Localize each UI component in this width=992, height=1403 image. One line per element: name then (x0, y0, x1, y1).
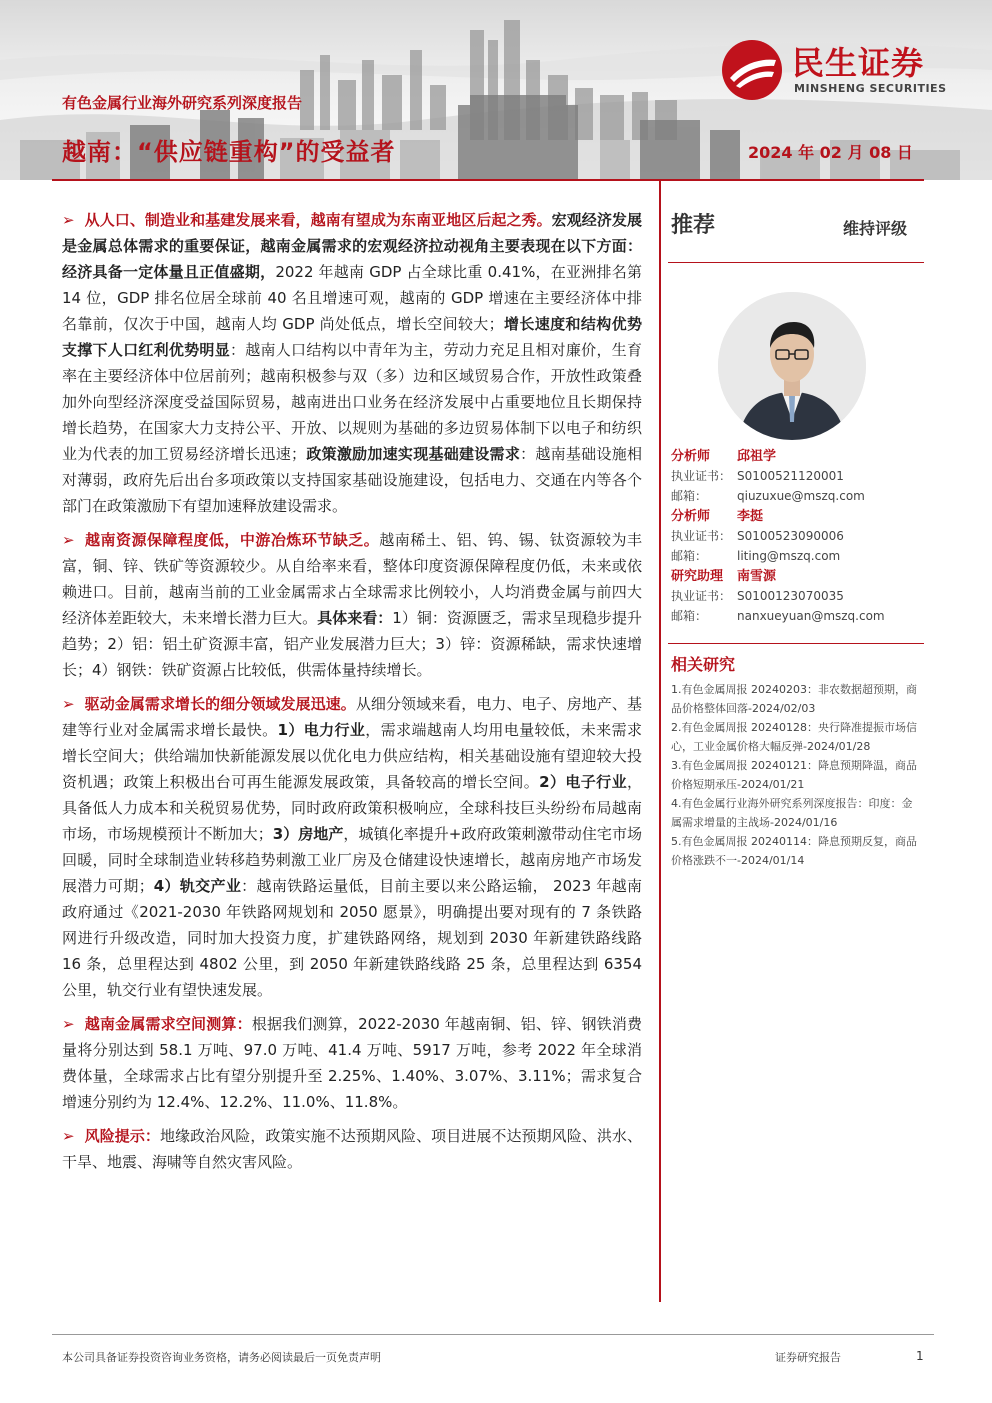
report-title: 越南：“供应链重构”的受益者 (62, 138, 396, 166)
related-research-item[interactable]: 3.有色金属周报 20240121：降息预期降温，商品价格短期承压-2024/01/21 (671, 759, 917, 791)
analyst-list (671, 446, 927, 626)
analyst-role: 分析师 (671, 449, 711, 464)
analyst-role: 分析师 (671, 509, 711, 524)
cert-label: 执业证书： (671, 529, 732, 543)
body-text: ，具备低人力成本和关税贸易优势，同时政府政策积极响应，全球科技巨头纷纷布局越南市场，市场规模预计不断加大； (62, 773, 642, 843)
summary-paragraph (62, 691, 642, 1003)
sidebar-divider (668, 262, 924, 263)
footer-report-type: 证券研究报告 (775, 1351, 841, 1364)
body-text: ：越南人口结构以中青年为主，劳动力充足且相对廉价，生育率在主要经济体中位居前列；越南积极参与双（多）边和区域贸易合作，开放性政策叠加外向型经济深度受益国际贸易，越南进出口业务在经济发展中占重要地位且长期保持增长趋势，在国家大力支持公平、开放、以规则为基础的多边贸易体制下以电子和纺织业为代表的加工贸易经济增长迅速； (62, 341, 642, 463)
summary-paragraph (62, 207, 642, 519)
logo-text-cn: 民生证券 (792, 44, 925, 82)
body-text: 2022 年越南 GDP 占全球比重 0.41%，在亚洲排名第 14 位，GDP 排名位居全球前 40 名且增速可观，越南的 GDP 增速在主要经济体中排名靠前，仅次于中国，越南人均 GDP 尚处低点，增长空间较大； (62, 263, 642, 333)
bold-text: 2）电子行业 (539, 773, 627, 791)
related-research-item[interactable]: 4.有色金属行业海外研究系列深度报告：印度：金属需求增量的主战场-2024/01/16 (671, 797, 913, 829)
page-number: 1 (916, 1349, 924, 1363)
report-summary (62, 207, 642, 1183)
analyst-portrait-icon (718, 292, 866, 440)
related-research-item[interactable]: 2.有色金属周报 20240128：央行降准提振市场信心，工业金属价格大幅反弹-2024/01/28 (671, 721, 917, 753)
analyst-entry (671, 446, 927, 506)
logo-text-en: MINSHENG SECURITIES (794, 82, 947, 95)
sidebar-divider (668, 643, 924, 644)
bullet-arrow-icon: ➢ (62, 211, 75, 229)
footer-disclaimer: 本公司具备证券投资咨询业务资格，请务必阅读最后一页免责声明 (62, 1351, 381, 1364)
body-text: 从细分领域来看，电力、电子、房地产、基建等行业对金属需求增长最快。 (62, 695, 642, 739)
email-label: 邮箱： (671, 489, 708, 503)
minsheng-logo (720, 38, 970, 108)
bold-text: 4）轨交产业 (153, 877, 242, 895)
series-title: 有色金属行业海外研究系列深度报告 (62, 94, 303, 112)
bullet-arrow-icon: ➢ (62, 1127, 75, 1145)
cert-label: 执业证书： (671, 469, 732, 483)
cert-number: S0100123070035 (737, 589, 844, 603)
body-text: 1）铜：资源匮乏，需求呈现稳步提升趋势；2）铝：铝土矿资源丰富，铝产业发展潜力巨大；3）锌：资源稀缺，需求快速增长；4）钢铁：铁矿资源占比较低，供需体量持续增长。 (62, 609, 642, 679)
related-research-title: 相关研究 (671, 655, 736, 674)
analyst-email[interactable]: liting@mszq.com (737, 549, 841, 563)
body-text: ：越南铁路运量低，目前主要以来公路运输， 2023 年越南政府通过《2021-2030 年铁路网规划和 2050 愿景》，明确提出要对现有的 7 条铁路网进行升级改造，同时加大投资力度，扩建铁路网络，规划到 2030 年新建铁路线路 16 条，总里程达到 4802 公里，到 2050 年新建铁路线路 25 条，总里程达到 6354 公里，轨交行业有望快速发展。 (62, 877, 642, 999)
bold-text: 政策激励加速实现基础建设需求 (306, 445, 521, 463)
header-banner (0, 0, 992, 180)
cert-number: S0100521120001 (737, 469, 844, 483)
cert-number: S0100523090006 (737, 529, 844, 543)
rating-status: 维持评级 (843, 219, 908, 238)
analyst-name: 李挺 (737, 509, 764, 524)
analyst-entry (671, 566, 927, 626)
paragraph-lead: 越南金属需求空间测算： (84, 1015, 252, 1033)
summary-paragraph (62, 1123, 642, 1175)
analyst-role: 研究助理 (671, 569, 724, 584)
body-text: ，城镇化率提升+政府政策刺激带动住宅市场回暖，同时全球制造业转移趋势刺激工业厂房及仓储建设快速增长，越南房地产市场发展潜力可期； (62, 825, 643, 895)
bullet-arrow-icon: ➢ (62, 531, 75, 549)
body-text: 根据我们测算，2022-2030 年越南铜、铝、锌、钢铁消费量将分别达到 58.1 万吨、97.0 万吨、41.4 万吨、5917 万吨，参考 2022 年全球消费体量，全球需求占比有望分别提升至 2.25%、1.40%、3.07%、3.11%；需求复合增速分别约为 12.4%、12.2%、11.0%、11.8%。 (62, 1015, 642, 1111)
analyst-photo (718, 292, 866, 440)
body-text: 地缘政治风险，政策实施不达预期风险、项目进展不达预期风险、洪水、干旱、地震、海啸等自然灾害风险。 (62, 1127, 642, 1171)
analyst-entry (671, 506, 927, 566)
email-label: 邮箱： (671, 609, 708, 623)
paragraph-lead: 驱动金属需求增长的细分领域发展迅速。 (84, 695, 356, 713)
related-research-item[interactable]: 5.有色金属周报 20240114：降息预期反复，商品价格涨跌不一-2024/01/14 (671, 835, 917, 867)
body-text: ：越南基础设施相对薄弱，政府先后出台多项政策以支持国家基础设施建设，包括电力、交通在内等各个部门在政策激励下有望加速释放建设需求。 (62, 445, 642, 515)
analyst-name: 南雪源 (737, 569, 777, 584)
bold-text: 1）电力行业 (277, 721, 366, 739)
report-date: 2024 年 02 月 08 日 (748, 143, 913, 162)
bold-text: 宏观经济发展是金属总体需求的重要保证，越南金属需求的宏观经济拉动视角主要表现在以下方面：经济具备一定体量且正值盛期， (62, 211, 642, 281)
paragraph-lead: 从人口、制造业和基建发展来看，越南有望成为东南亚地区后起之秀。 (84, 211, 552, 229)
email-label: 邮箱： (671, 549, 708, 563)
related-research-item[interactable]: 1.有色金属周报 20240203：非农数据超预期，商品价格整体回落-2024/02/03 (671, 683, 917, 715)
column-divider (659, 180, 661, 1302)
paragraph-lead: 越南资源保障程度低，中游冶炼环节缺乏。 (84, 531, 380, 549)
bold-text: 增长速度和结构优势支撑下人口红利优势明显 (62, 315, 642, 359)
summary-paragraph (62, 1011, 642, 1115)
recommend-label: 推荐 (671, 213, 716, 238)
bold-text: 3）房地产 (272, 825, 344, 843)
related-research-list (671, 680, 923, 870)
logo-mark-icon (720, 38, 784, 102)
bullet-arrow-icon: ➢ (62, 695, 75, 713)
analyst-email[interactable]: nanxueyuan@mszq.com (737, 609, 885, 623)
cert-label: 执业证书： (671, 589, 732, 603)
body-text: ，需求端越南人均用电量较低，未来需求增长空间大；供给端加快新能源发展以优化电力供应结构，相关基础设施有望迎较大投资机遇；政策上积极出台可再生能源发展政策，具备较高的增长空间。 (62, 721, 642, 791)
summary-paragraph (62, 527, 642, 683)
paragraph-lead: 风险提示： (84, 1127, 160, 1145)
analyst-name: 邱祖学 (737, 449, 777, 464)
analyst-email[interactable]: qiuzuxue@mszq.com (737, 489, 865, 503)
footer-divider (52, 1334, 934, 1335)
bullet-arrow-icon: ➢ (62, 1015, 75, 1033)
header-divider (52, 179, 924, 181)
body-text: 越南稀土、铝、钨、锡、钛资源较为丰富，铜、锌、铁矿等资源较少。从自给率来看，整体印度资源保障程度仍低，未来或依赖进口。目前，越南当前的工业金属需求占全球需求比例较小，人均消费金属与前四大经济体差距较大，未来增长潜力巨大。 (62, 531, 642, 627)
bold-text: 具体来看： (317, 609, 393, 627)
